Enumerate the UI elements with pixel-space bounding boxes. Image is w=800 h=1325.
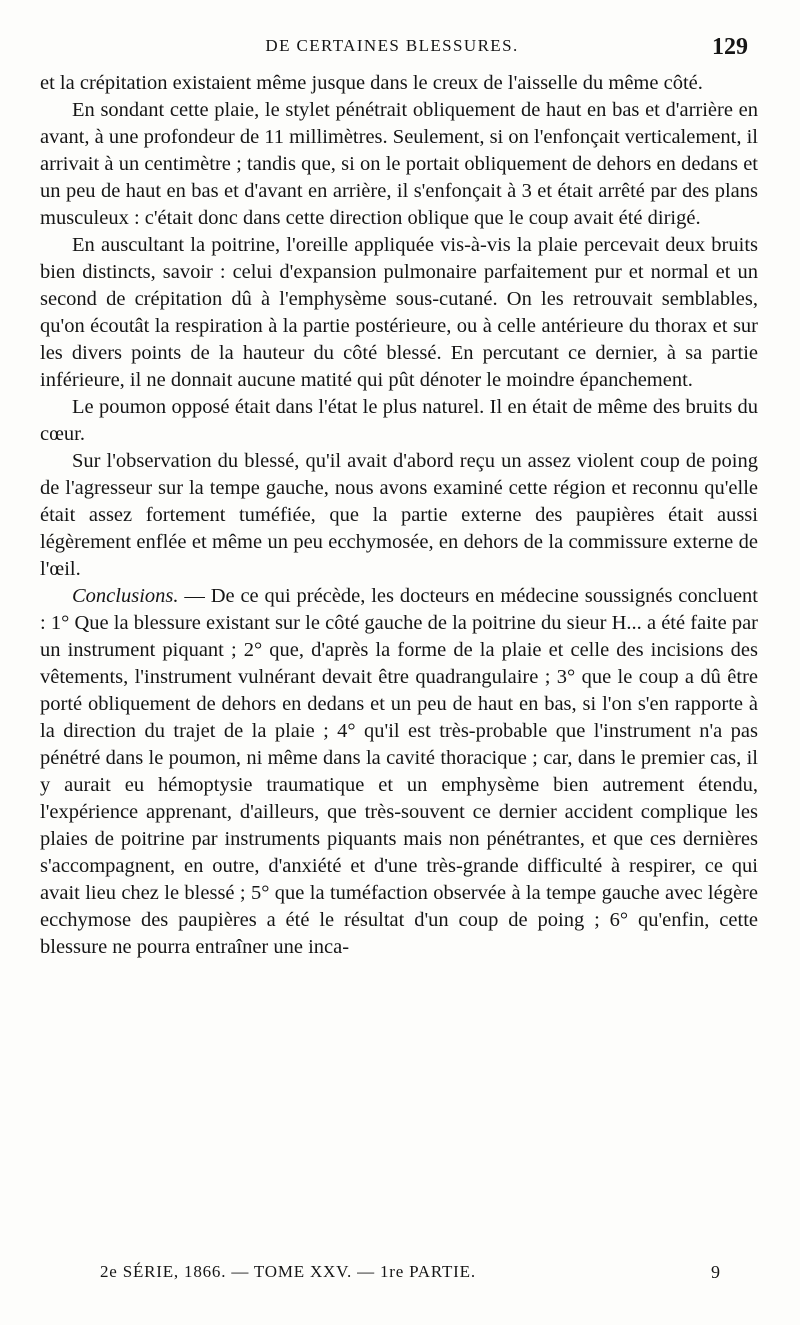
page-footer: [100, 1262, 720, 1288]
signature-mark: 9: [711, 1262, 720, 1282]
running-title: DE CERTAINES BLESSURES.: [265, 36, 519, 55]
paragraph-observation: Sur l'observation du blessé, qu'il avait d'abord reçu un assez violent coup de poing de l'agresseur sur la tempe gauche, nous avons examiné cette région et reconnu qu'elle était assez fortement tuméfiée, que la partie externe des paupières était aussi légèrement enflée et même un peu ecchymosée, en dehors de la commissure externe de l'œil.: [40, 450, 758, 580]
series-line: 2e SÉRIE, 1866. — TOME XXV. — 1re PARTIE.: [100, 1262, 476, 1281]
paragraph-continuation: et la crépitation existaient même jusque dans le creux de l'aisselle du même côté.: [40, 72, 703, 94]
page-number: 129: [712, 34, 748, 60]
running-head: [36, 34, 748, 62]
paragraph-conclusions: [40, 583, 758, 961]
conclusions-lead: Conclusions.: [72, 585, 179, 607]
paragraph-probing: En sondant cette plaie, le stylet pénétrait obliquement de haut en bas et d'arrière en avant, à une profondeur de 11 millimètres. Seulement, si on l'enfonçait verticalement, il arrivait à un centimètre ; tandis que, si on le portait obliquement de dehors en dedans et un peu de haut en bas et d'avant en arrière, il s'enfonçait à 3 et était arrêté par des plans musculeux : c'était donc dans cette direction oblique que le coup avait été dirigé.: [40, 99, 758, 229]
paragraph-auscultation: En auscultant la poitrine, l'oreille appliquée vis-à-vis la plaie percevait deux bruits bien distincts, savoir : celui d'expansion pulmonaire parfaitement pur et normal et un second de crépitation dû à l'emphysème sous-cutané. On les retrouvait semblables, qu'on écoutât la respiration à la partie postérieure, ou à celle antérieure du thorax et sur les divers points de la hauteur du côté blessé. En percutant ce dernier, à sa partie inférieure, il ne donnait aucune matité qui pût dénoter le moindre épanchement.: [40, 234, 758, 391]
paragraph-opposite-lung: Le poumon opposé était dans l'état le plus naturel. Il en était de même des bruits du cœur.: [40, 396, 758, 445]
conclusions-text: — De ce qui précède, les docteurs en médecine soussignés concluent : 1° Que la blessure existant sur le côté gauche de la poitrine du sieur H... a été faite par un instrument piquant ; 2° que, d'après la forme de la plaie et celle des incisions des vêtements, l'instrument vulnérant devait être quadrangulaire ; 3° que le coup a dû être porté obliquement de dehors en dedans et un peu de haut en bas, si l'on s'en rapporte à la direction du trajet de la plaie ; 4° qu'il est très-probable que l'instrument n'a pas pénétré dans le poumon, ni même dans la cavité thoracique ; car, dans le premier cas, il y aurait eu hémoptysie traumatique et un emphysème bien autrement étendu, l'expérience apprenant, d'ailleurs, que très-souvent ce dernier accident complique les plaies de poitrine par instruments piquants mais non pénétrantes, et que ces dernières s'accompagnent, en outre, d'anxiété et d'une très-grande difficulté à respirer, ce qui avait lieu chez le blessé ; 5° que la tuméfaction observée à la tempe gauche avec légère ecchymose des paupières a été le résultat d'un coup de poing ; 6° qu'enfin, cette blessure ne pourra entraîner une inca-: [40, 585, 758, 958]
body-text: [40, 70, 758, 961]
